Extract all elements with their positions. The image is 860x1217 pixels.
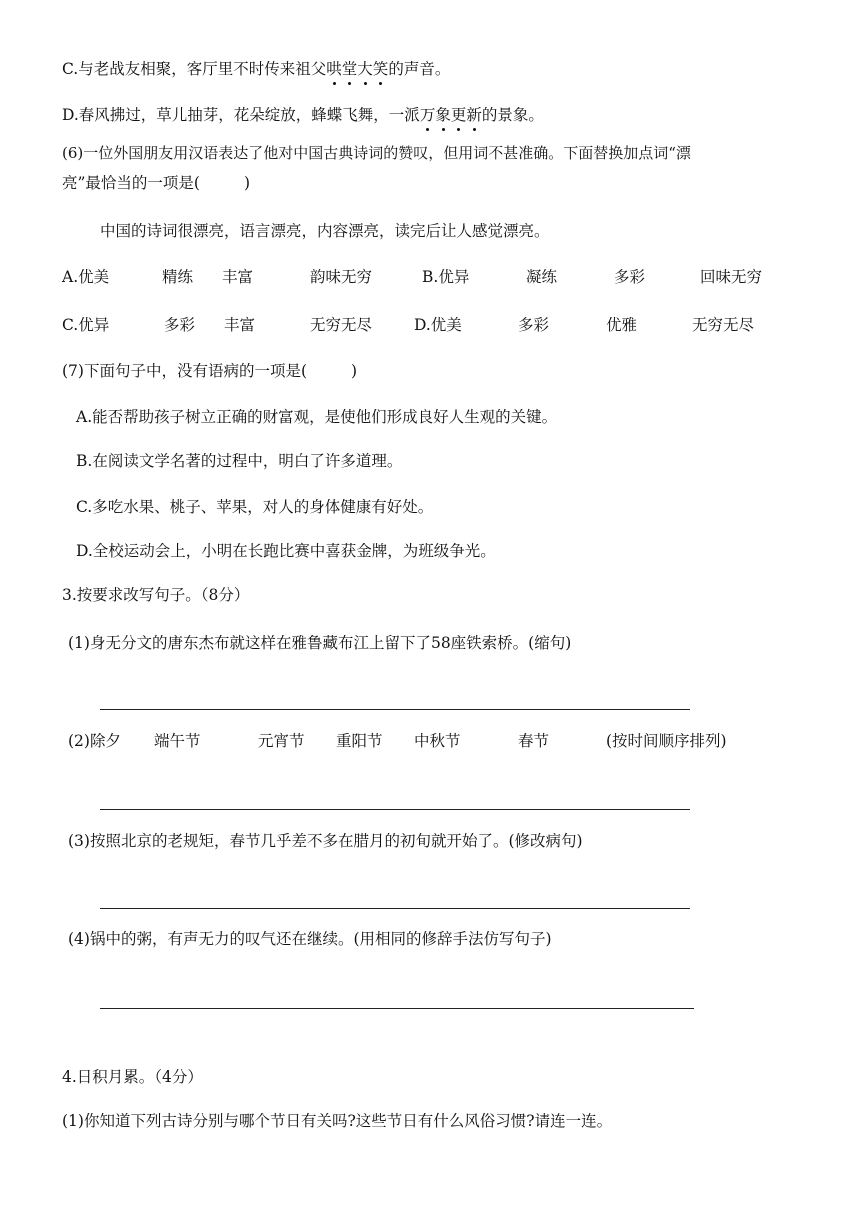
- option-cell: 优雅: [606, 316, 638, 334]
- answer-line[interactable]: [100, 809, 690, 810]
- option-d-line: [62, 104, 544, 126]
- dotted-char: 堂: [341, 60, 358, 78]
- dotted-char: 更: [450, 106, 467, 124]
- instruction-note: (按时间顺序排列): [606, 732, 727, 750]
- dotted-char: 万: [419, 106, 436, 124]
- question-6-stem-line1: (6)一位外国朋友用汉语表达了他对中国古典诗词的赞叹，但用词不甚准确。下面替换加点词“漂: [62, 144, 691, 162]
- option-cell: A.优美: [62, 268, 110, 286]
- option-cell: B.优异: [422, 268, 470, 286]
- option-cell: 多彩: [614, 268, 646, 286]
- option-cell: D.优美: [414, 316, 462, 334]
- option-cell: 丰富: [224, 316, 256, 334]
- dotted-char: 笑: [372, 60, 389, 78]
- question-7-stem: (7)下面句子中，没有语病的一项是( ): [62, 362, 358, 380]
- section-3-item-1: (1)身无分文的唐东杰布就这样在雅鲁藏布江上留下了58座铁索桥。(缩句): [68, 634, 572, 652]
- section-4-item-1: (1)你知道下列古诗分别与哪个节日有关吗?这些节日有什么风俗习惯?请连一连。: [62, 1112, 613, 1130]
- option-cell: 精练: [162, 268, 194, 286]
- dotted-char: 新: [466, 106, 482, 124]
- festival-item: 元宵节: [258, 732, 305, 750]
- question-7-option-d: D.全校运动会上，小明在长跑比赛中喜获金牌，为班级争光。: [76, 542, 496, 560]
- answer-line[interactable]: [100, 908, 690, 909]
- dotted-char: 哄: [326, 60, 342, 78]
- festival-item: 春节: [518, 732, 550, 750]
- question-7-option-b: B.在阅读文学名著的过程中，明白了许多道理。: [76, 452, 403, 470]
- section-4-title: 4.日积月累。（4分）: [62, 1068, 203, 1086]
- option-c-line: [62, 58, 450, 80]
- section-3-title: 3.按要求改写句子。（8分）: [62, 586, 250, 604]
- answer-line[interactable]: [100, 709, 690, 710]
- option-c-suffix: 的声音。: [388, 60, 451, 78]
- option-cell: 丰富: [222, 268, 254, 286]
- option-cell: 凝练: [526, 268, 558, 286]
- section-3-item-4: (4)锅中的粥，有声无力的叹气还在继续。(用相同的修辞手法仿写句子): [68, 930, 552, 948]
- option-cell: C.优异: [62, 316, 110, 334]
- answer-line[interactable]: [100, 1008, 694, 1009]
- festival-item: 重阳节: [336, 732, 383, 750]
- option-d-prefix: D.春风拂过，草儿抽芽，花朵绽放，蜂蝶飞舞，一派: [62, 106, 420, 124]
- question-7-option-a: A.能否帮助孩子树立正确的财富观，是使他们形成良好人生观的关键。: [76, 408, 558, 426]
- festival-item: 端午节: [154, 732, 201, 750]
- option-d-suffix: 的景象。: [481, 106, 544, 124]
- option-cell: 韵味无穷: [310, 268, 373, 286]
- festival-item: (2)除夕: [68, 732, 121, 750]
- question-6-stem-line2: 亮”最恰当的一项是( ): [62, 174, 251, 192]
- question-6-sentence: 中国的诗词很漂亮，语言漂亮，内容漂亮，读完后让人感觉漂亮。: [100, 222, 550, 240]
- dotted-char: 象: [435, 106, 451, 124]
- option-cell: 多彩: [518, 316, 550, 334]
- dotted-char: 大: [357, 60, 373, 78]
- section-3-item-3: (3)按照北京的老规矩，春节几乎差不多在腊月的初旬就开始了。(修改病句): [68, 832, 583, 850]
- option-cell: 多彩: [164, 316, 196, 334]
- option-c-prefix: C.与老战友相聚，客厅里不时传来祖父: [62, 60, 327, 78]
- option-cell: 无穷无尽: [310, 316, 373, 334]
- option-cell: 无穷无尽: [692, 316, 755, 334]
- festival-item: 中秋节: [414, 732, 461, 750]
- option-cell: 回味无穷: [700, 268, 763, 286]
- question-7-option-c: C.多吃水果、桃子、苹果，对人的身体健康有好处。: [76, 498, 434, 516]
